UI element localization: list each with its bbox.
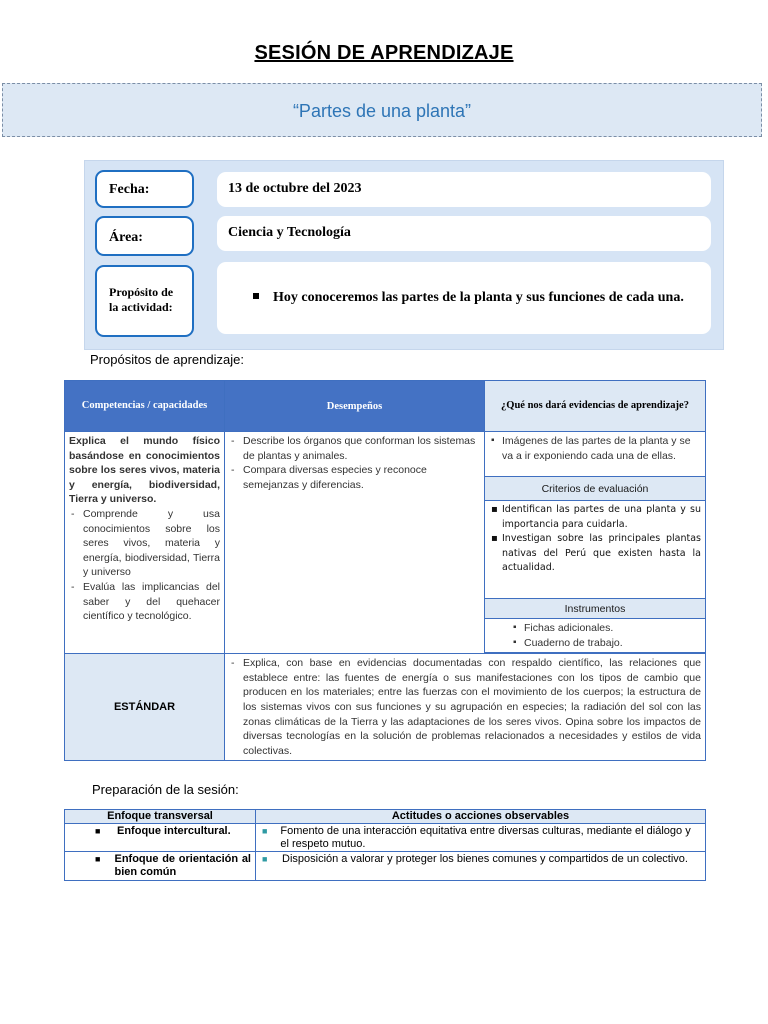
evidencia-item: ▪ Imágenes de las partes de la planta y se va a ir exponiendo cada una de ellas. xyxy=(489,434,701,463)
bullet-square-icon: ■ xyxy=(95,854,101,864)
enfoque-name: Enfoque de orientación al bien común xyxy=(114,853,251,878)
instrumentos-header: Instrumentos xyxy=(485,599,706,619)
header-desempenos: Desempeños xyxy=(225,381,485,432)
section-preparacion-label: Preparación de la sesión: xyxy=(92,782,239,797)
proposito-label-box xyxy=(95,265,194,337)
instrumento-item: ▪ Fichas adicionales. xyxy=(511,621,701,636)
competencias-cell xyxy=(65,432,225,654)
competencia-main: Explica el mundo físico basándose en conocimientos sobre los seres vivos, materia y energía, biodiversidad, Tierra y universo. xyxy=(69,435,220,506)
proposito-value-box xyxy=(217,262,711,334)
criterios-header: Criterios de evaluación xyxy=(485,477,706,501)
actitud-text: Disposición a valorar y proteger los bienes comunes y compartidos de un colectivo. xyxy=(282,853,688,865)
desempenos-cell xyxy=(225,432,485,654)
session-preparation-table xyxy=(64,809,706,881)
area-value-box xyxy=(217,216,711,251)
section-propositos-label: Propósitos de aprendizaje: xyxy=(90,352,244,367)
area-label: Área: xyxy=(109,230,143,245)
instrumentos-cell xyxy=(485,619,706,653)
actitud-cell xyxy=(256,824,706,852)
area-value: Ciencia y Tecnología xyxy=(228,225,351,240)
proposito-label-line1: Propósito de xyxy=(109,285,174,299)
header-actitudes: Actitudes o acciones observables xyxy=(256,810,706,824)
criterios-cell xyxy=(485,501,706,599)
desempeno-item: - Describe los órganos que conforman los sistemas de plantas y animales. xyxy=(229,434,480,463)
page-title: SESIÓN DE APRENDIZAJE xyxy=(254,42,514,64)
desempeno-item: - Compara diversas especies y reconoce semejanzas y diferencias. xyxy=(229,463,480,492)
evidencia-cell xyxy=(485,432,706,477)
proposito-label-line2: la actividad: xyxy=(109,300,173,314)
bullet-square-icon: ■ xyxy=(262,826,268,836)
actitud-text: Fomento de una interacción equitativa entre diversas culturas, mediante el diálogo y el respeto mutuo. xyxy=(280,825,691,850)
estandar-label: ESTÁNDAR xyxy=(65,654,225,761)
criterio-item: ▪ Identifican las partes de una planta y su importancia para cuidarla. xyxy=(489,503,701,532)
actitud-cell xyxy=(256,852,706,881)
bullet-square-icon: ■ xyxy=(262,854,268,864)
instrumento-item: ▪ Cuaderno de trabajo. xyxy=(511,636,701,651)
criterio-item: ▪ Investigan sobre las principales plantas nativas del Perú que existen hasta la actualidad. xyxy=(489,532,701,576)
estandar-cell xyxy=(225,654,706,761)
bullet-square-icon xyxy=(253,293,259,299)
fecha-label-box xyxy=(95,170,194,208)
fecha-label: Fecha: xyxy=(109,182,150,197)
bullet-square-icon: ■ xyxy=(95,826,101,836)
header-competencias: Competencias / capacidades xyxy=(65,381,225,432)
learning-purposes-table xyxy=(64,380,706,761)
header-enfoque: Enfoque transversal xyxy=(65,810,256,824)
session-topic: “Partes de una planta” xyxy=(292,101,472,121)
enfoque-cell xyxy=(65,852,256,881)
area-label-box xyxy=(95,216,194,256)
capacidad-item: - Evalúa las implicancias del saber y del quehacer científico y tecnológico. xyxy=(69,580,220,624)
fecha-value-box xyxy=(217,172,711,207)
enfoque-cell xyxy=(65,824,256,852)
estandar-text: - Explica, con base en evidencias documentadas con respaldo científico, las relaciones que establece entre: las fuentes de energía o sus manifestaciones con los tipos de cambio que producen en los materiales; entre las fuerzas con el movimiento de los cuerpos; la estructura de los sistemas vivos con sus funciones y su agrupación en especies; la radiación del sol con las zonas climáticas de la Tierra y las adaptaciones de los seres vivos. Opina sobre los impactos de diversas tecnologías en la solución de problemas relacionados a necesidades y estilos de vida colectivas. xyxy=(229,656,701,758)
proposito-value: Hoy conoceremos las partes de la planta y sus funciones de cada una. xyxy=(273,290,684,305)
enfoque-name: Enfoque intercultural. xyxy=(117,825,231,837)
capacidad-item: - Comprende y usa conocimientos sobre los seres vivos, materia y energía, biodiversidad, Tierra y universo xyxy=(69,507,220,580)
fecha-value: 13 de octubre del 2023 xyxy=(228,181,362,196)
header-evidencias: ¿Qué nos dará evidencias de aprendizaje? xyxy=(485,381,706,432)
